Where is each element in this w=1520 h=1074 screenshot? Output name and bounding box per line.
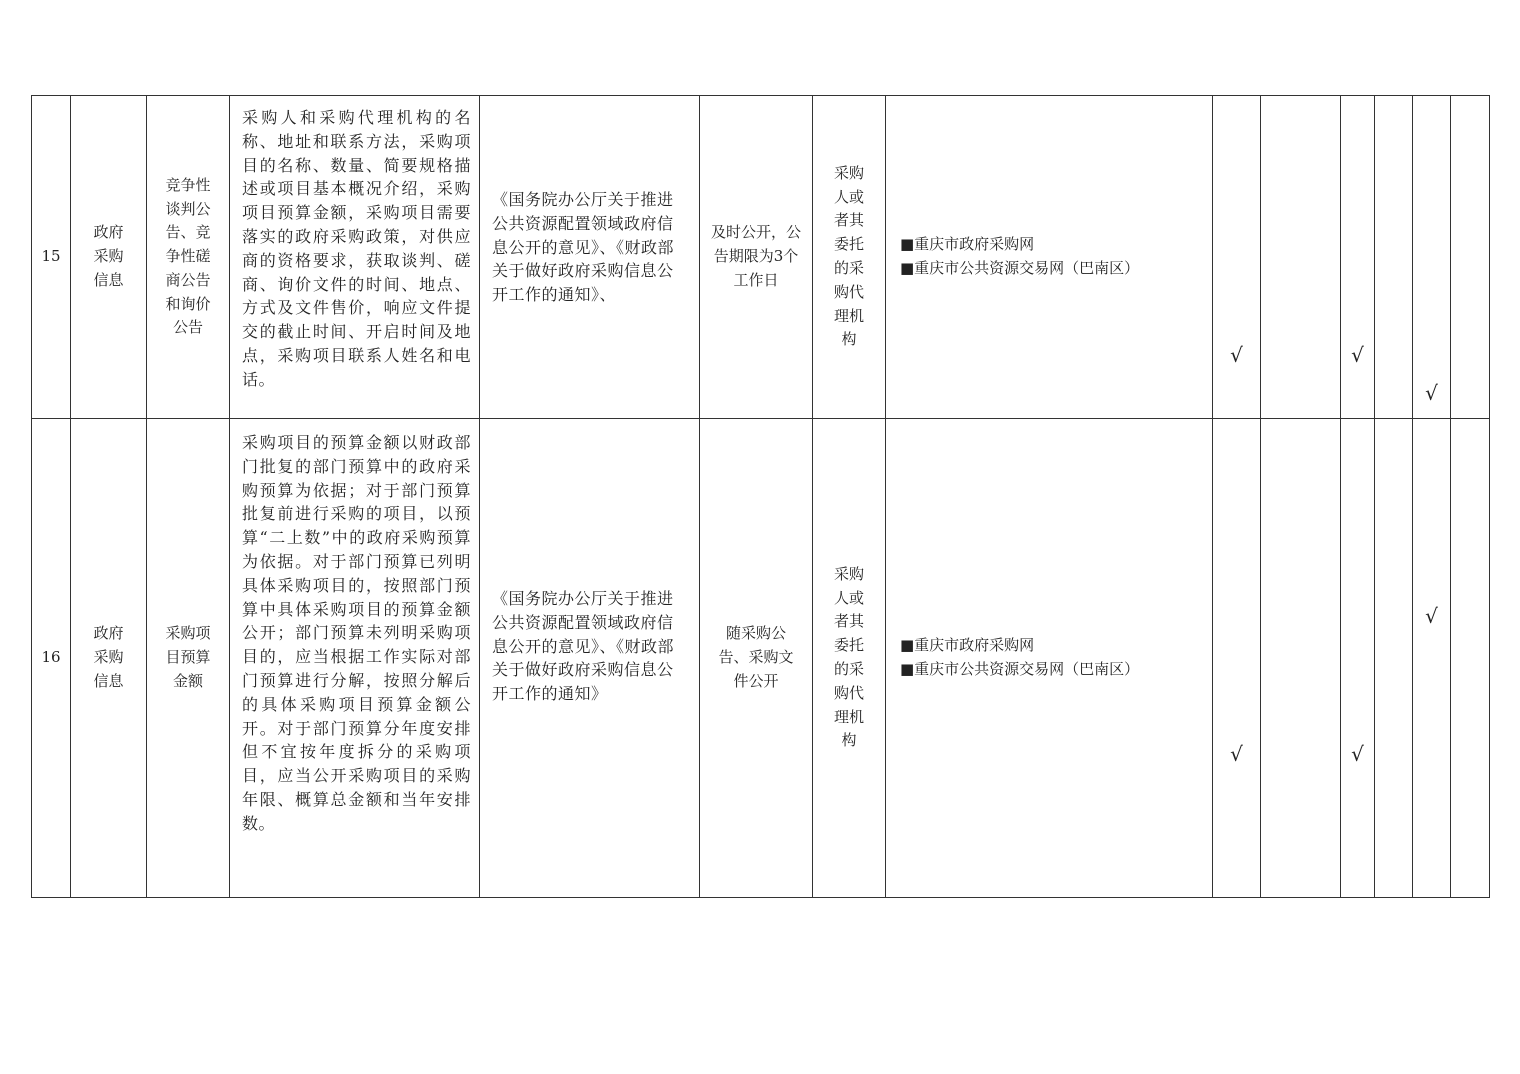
row-number: 15 [32, 96, 71, 419]
mark-cell [1261, 419, 1341, 898]
disclosure-table [31, 95, 1490, 898]
mark-cell [1451, 419, 1490, 898]
table-row [32, 419, 1490, 898]
category-text: 政府 采购 信息 [93, 223, 124, 289]
mark-cell [1213, 96, 1261, 419]
item-cell [147, 96, 230, 419]
check-mark: √ [1351, 742, 1364, 767]
content-text: 采购项目的预算金额以财政部门批复的部门预算中的政府采购预算为依据；对于部门预算批复前进行采购的项目，以预算“二上数”中的政府采购预算为依据。对于部门预算已列明具体采购项目的，按照部门预算中具体采购项目的预算金额公开；部门预算未列明采购项目的，应当根据工作实际对部门预算进行分解，按照分解后的具体采购项目预算金额公开。对于部门预算分年度安排但不宜按年度拆分的采购项目，应当公开采购项目的采购年限、概算总金额和当年安排数。 [242, 433, 471, 833]
subject-text: 采购 人或 者其 委托 的采 购代 理机 构 [833, 163, 864, 349]
platform-item: ■重庆市公共资源交易网（巴南区） [900, 660, 1140, 678]
category-cell [71, 96, 147, 419]
item-text: 竞争性 谈判公 告、竞 争性磋 商公告 和询价 公告 [165, 175, 211, 337]
mark-cell [1213, 419, 1261, 898]
content-cell [230, 419, 480, 898]
mark-cell [1261, 96, 1341, 419]
table-row [32, 96, 1490, 419]
content-cell [230, 96, 480, 419]
subject-text: 采购 人或 者其 委托 的采 购代 理机 构 [833, 564, 864, 750]
timing-cell [700, 419, 813, 898]
category-text: 政府 采购 信息 [93, 624, 124, 690]
mark-cell [1375, 419, 1413, 898]
content-text: 采购人和采购代理机构的名称、地址和联系方法，采购项目的名称、数量、简要规格描述或项目基本概况介绍，采购项目预算金额，采购项目需要落实的政府采购政策，对供应商的资格要求，获取谈判、磋商、询价文件的时间、地点、方式及文件售价，响应文件提交的截止时间、开启时间及地点，采购项目联系人姓名和电话。 [242, 108, 471, 389]
platform-cell [886, 96, 1213, 419]
check-mark: √ [1230, 742, 1243, 767]
check-mark: √ [1230, 343, 1243, 368]
item-cell [147, 419, 230, 898]
basis-text: 《国务院办公厅关于推进公共资源配置领域政府信息公开的意见》、《财政部关于做好政府采购信息公开工作的通知》、 [492, 190, 675, 305]
check-mark: √ [1425, 604, 1438, 628]
subject-cell [813, 419, 886, 898]
category-cell [71, 419, 147, 898]
item-text: 采购项 目预算 金额 [165, 624, 211, 690]
basis-cell [480, 419, 700, 898]
check-mark: √ [1351, 343, 1364, 368]
basis-cell [480, 96, 700, 419]
basis-text: 《国务院办公厅关于推进公共资源配置领域政府信息公开的意见》、《财政部关于做好政府采购信息公开工作的通知》 [492, 589, 675, 704]
platform-cell [886, 419, 1213, 898]
mark-cell [1341, 96, 1375, 419]
mark-cell [1413, 419, 1451, 898]
row-number: 16 [32, 419, 71, 898]
mark-cell [1341, 419, 1375, 898]
mark-cell [1413, 96, 1451, 419]
platform-item: ■重庆市政府采购网 [900, 636, 1035, 655]
timing-cell [700, 96, 813, 419]
subject-cell [813, 96, 886, 419]
check-mark: √ [1425, 381, 1438, 406]
platform-item: ■重庆市政府采购网 [900, 235, 1035, 254]
mark-cell [1451, 96, 1490, 419]
timing-text: 及时公开，公告期限为3个工作日 [710, 223, 801, 289]
mark-cell [1375, 96, 1413, 419]
platform-item: ■重庆市公共资源交易网（巴南区） [900, 259, 1140, 277]
timing-text: 随采购公告、采购文件公开 [718, 624, 794, 690]
